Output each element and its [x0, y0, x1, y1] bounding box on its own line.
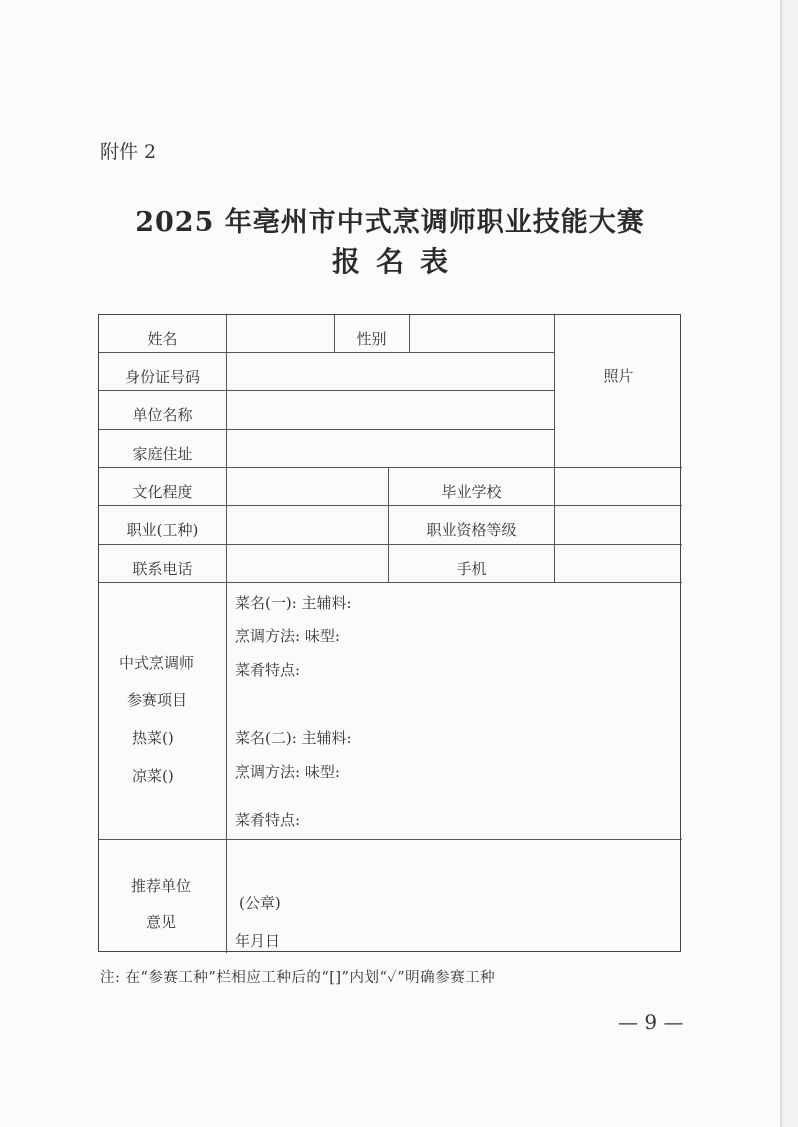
- form-title: 2025 年亳州市中式烹调师职业技能大赛: [135, 207, 645, 238]
- dish2-feature: 菜肴特点:: [235, 811, 301, 829]
- dish2-method: 烹调方法: 味型:: [235, 763, 340, 781]
- attachment-label: 附件 2: [100, 141, 157, 163]
- address-label: 家庭住址: [132, 445, 193, 463]
- project-label-line: 参赛项目: [127, 691, 188, 709]
- row-divider: [99, 839, 682, 840]
- education-label: 文化程度: [132, 483, 193, 501]
- mobile-label: 手机: [456, 560, 487, 578]
- gender-label: 性别: [356, 330, 387, 348]
- dish1-feature: 菜肴特点:: [235, 661, 301, 679]
- education-field[interactable]: [227, 468, 388, 505]
- qualification-field[interactable]: [555, 506, 682, 543]
- recommend-label-line: 意见: [146, 913, 177, 931]
- seal-label: (公章): [239, 894, 281, 912]
- dish2-name: 菜名(二): 主辅料:: [235, 729, 352, 747]
- cold-dish-option[interactable]: 凉菜(): [132, 767, 174, 785]
- id-number-label: 身份证号码: [124, 368, 200, 386]
- address-field[interactable]: [227, 430, 554, 467]
- page-number: — 9 —: [618, 1010, 684, 1034]
- unit-field[interactable]: [227, 391, 554, 428]
- occupation-field[interactable]: [227, 506, 388, 543]
- school-label: 毕业学校: [441, 483, 502, 501]
- dish1-method: 烹调方法: 味型:: [235, 627, 340, 645]
- project-label-line: 中式烹调师: [119, 654, 195, 672]
- photo-label: 照片: [603, 366, 634, 385]
- recommend-label-line: 推荐单位: [131, 877, 192, 895]
- phone-label: 联系电话: [132, 560, 193, 578]
- qualification-label: 职业资格等级: [426, 521, 517, 539]
- name-label: 姓名: [147, 330, 178, 348]
- name-field[interactable]: [227, 315, 334, 352]
- form-subtitle: 报名表: [331, 245, 464, 278]
- registration-table: [98, 314, 681, 952]
- hot-dish-option[interactable]: 热菜(): [132, 729, 174, 747]
- phone-field[interactable]: [227, 545, 388, 582]
- dish1-name: 菜名(一): 主辅料:: [235, 594, 352, 612]
- id-number-field[interactable]: [227, 353, 554, 390]
- unit-label: 单位名称: [132, 406, 193, 424]
- mobile-field[interactable]: [555, 545, 682, 582]
- date-label: 年月日: [235, 932, 281, 950]
- footnote: 注: 在“参赛工种”栏相应工种后的“[]”内划“✓”明确参赛工种: [100, 970, 496, 986]
- gender-field[interactable]: [410, 315, 554, 352]
- occupation-label: 职业(工种): [126, 521, 199, 539]
- school-field[interactable]: [555, 468, 682, 505]
